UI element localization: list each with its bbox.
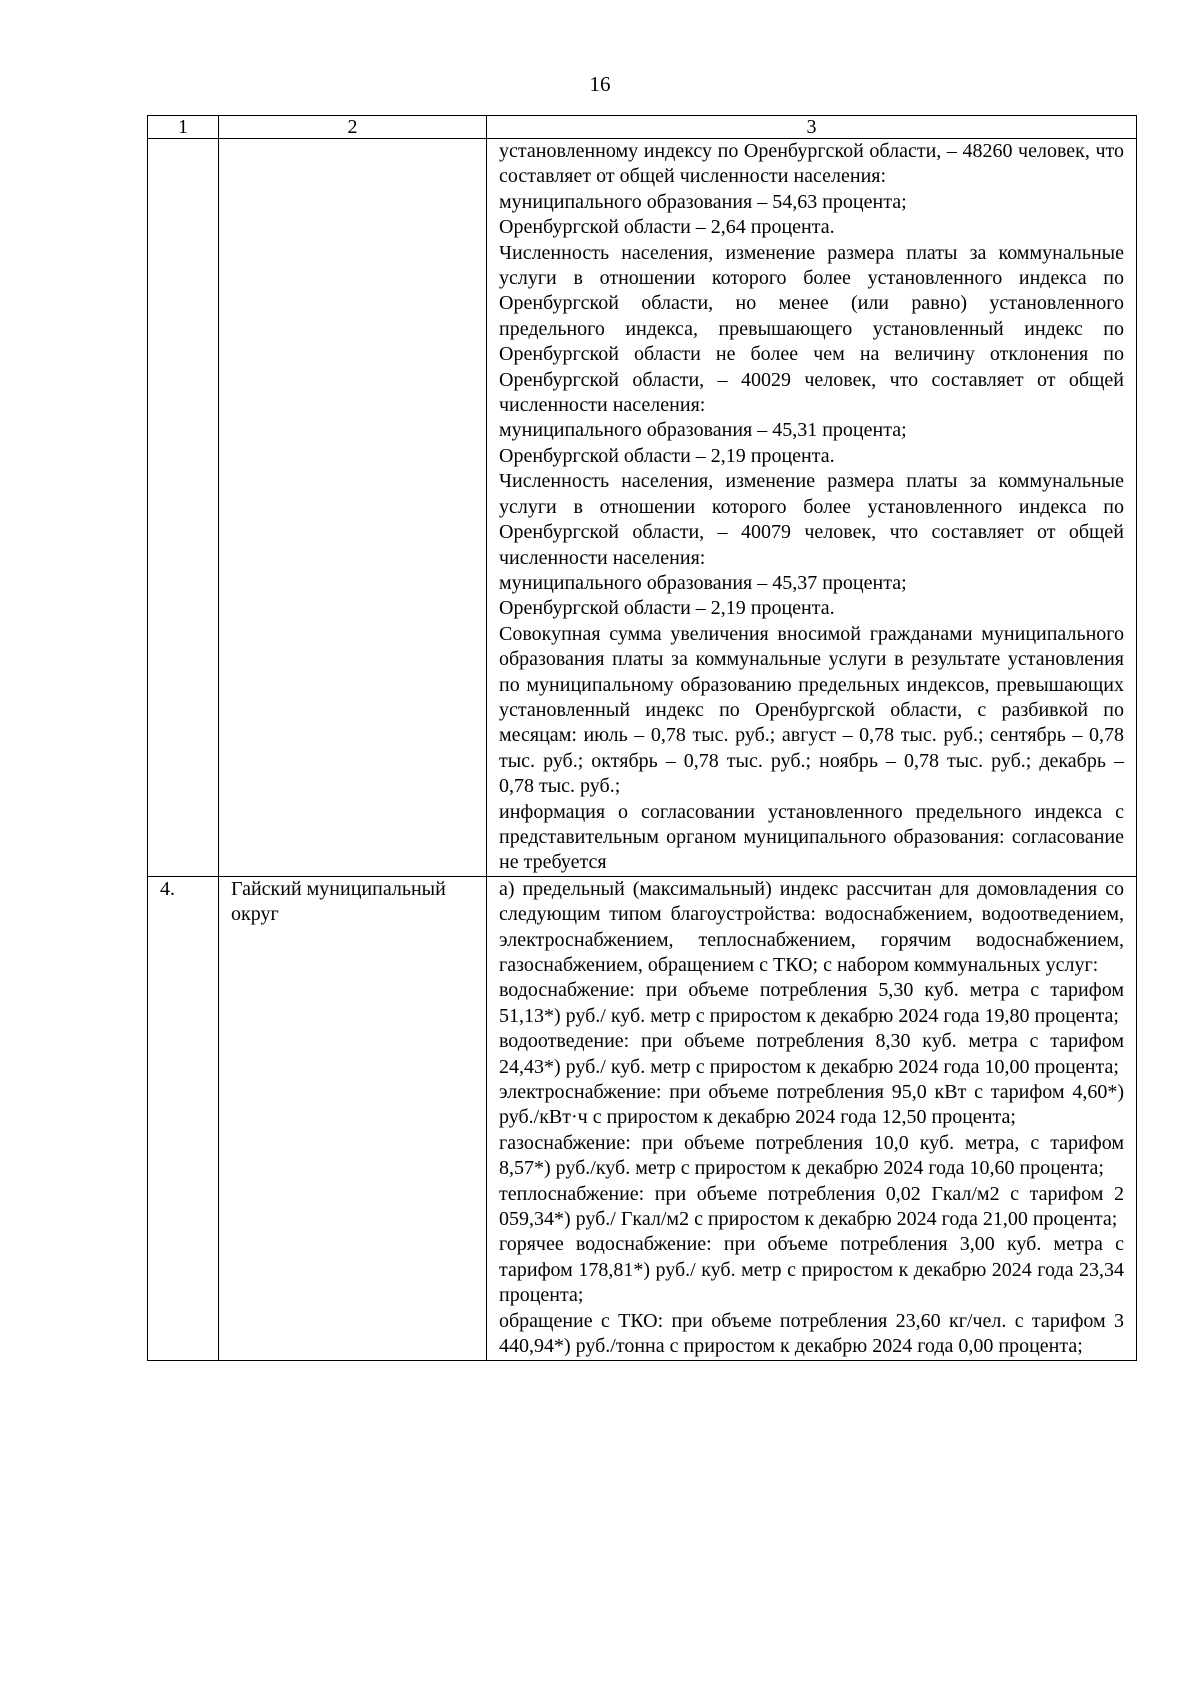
paragraph: информация о согласовании установленного предельного индекса с представительным органом муниципального образования: согласование не требуется xyxy=(499,800,1124,874)
paragraph: газоснабжение: при объеме потребления 10,0 куб. метра, с тарифом 8,57*) руб./куб. метр с приростом к декабрю 2024 года 10,60 процента; xyxy=(499,1131,1124,1180)
column-header-2: 2 xyxy=(219,116,487,139)
header-row xyxy=(148,116,1137,139)
data-table xyxy=(147,115,1137,1361)
paragraph: обращение с ТКО: при объеме потребления 23,60 кг/чел. с тарифом 3 440,94*) руб./тонна с приростом к декабрю 2024 года 0,00 процента; xyxy=(499,1309,1124,1358)
paragraph: Оренбургской области – 2,19 процента. xyxy=(499,597,835,620)
paragraph: Оренбургской области – 2,64 процента. xyxy=(499,216,835,239)
paragraph: Численность населения, изменение размера платы за коммунальные услуги в отношении которого более установленного индекса по Оренбургской области, но менее (или равно) установленного предельного индекса, превышающего установленный индекс по Оренбургской области не более чем на величину отклонения по Оренбургской области, – 40029 человек, что составляет от общей численности населения: xyxy=(499,241,1124,417)
paragraph: а) предельный (максимальный) индекс рассчитан для домовладения со следующим типом благоустройства: водоснабжением, водоотведением, электроснабжением, теплоснабжением, горячим водоснабжением, газоснабжением, обращением с ТКО; с набором коммунальных услуг: xyxy=(499,877,1124,976)
paragraph: Численность населения, изменение размера платы за коммунальные услуги в отношении которого более установленного индекса по Оренбургской области, – 40079 человек, что составляет от общей численности населения: xyxy=(499,470,1124,569)
column-header-3: 3 xyxy=(487,116,1137,139)
paragraph: горячее водоснабжение: при объеме потребления 3,00 куб. метра с тарифом 178,81*) руб./ куб. метр с приростом к декабрю 2024 года 23,34 процента; xyxy=(499,1233,1124,1307)
paragraph: теплоснабжение: при объеме потребления 0,02 Гкал/м2 с тарифом 2 059,34*) руб./ Гкал/м2 с приростом к декабрю 2024 года 21,00 процента; xyxy=(499,1182,1124,1231)
table-row-4 xyxy=(148,876,1137,1360)
paragraph: муниципального образования – 45,31 процента; xyxy=(499,419,907,442)
municipality-name-cell: Гайский муниципальный округ xyxy=(219,876,487,1360)
paragraph: Оренбургской области – 2,19 процента. xyxy=(499,444,835,467)
municipality-name-cell xyxy=(219,139,487,877)
paragraph: установленному индексу по Оренбургской области, – 48260 человек, что составляет от общей численности населения: xyxy=(499,140,1124,188)
paragraph: муниципального образования – 54,63 процента; xyxy=(499,190,907,213)
paragraph: водоотведение: при объеме потребления 8,30 куб. метра с тарифом 24,43*) руб./ куб. метр с приростом к декабрю 2024 года 10,00 процента; xyxy=(499,1030,1124,1078)
description-cell xyxy=(487,876,1137,1360)
column-header-1: 1 xyxy=(148,116,219,139)
paragraph: электроснабжение: при объеме потребления 95,0 кВт с тарифом 4,60*) руб./кВт·ч с приростом к декабрю 2024 года 12,50 процента; xyxy=(499,1081,1124,1129)
page-number: 16 xyxy=(589,72,611,96)
table-row-continuation xyxy=(148,139,1137,877)
paragraph: водоснабжение: при объеме потребления 5,30 куб. метра с тарифом 51,13*) руб./ куб. метр с приростом к декабрю 2024 года 19,80 процента; xyxy=(499,979,1124,1027)
row-number-cell xyxy=(148,139,219,877)
description-cell xyxy=(487,139,1137,877)
paragraph: муниципального образования – 45,37 процента; xyxy=(499,571,907,594)
paragraph: Совокупная сумма увеличения вносимой гражданами муниципального образования платы за коммунальные услуги в результате установления по муниципальному образованию предельных индексов, превышающих установленный индекс по Оренбургской области, с разбивкой по месяцам: июль – 0,78 тыс. руб.; август – 0,78 тыс. руб.; сентябрь – 0,78 тыс. руб.; октябрь – 0,78 тыс. руб.; ноябрь – 0,78 тыс. руб.; декабрь – 0,78 тыс. руб.; xyxy=(499,622,1124,798)
row-number-cell: 4. xyxy=(148,876,219,1360)
